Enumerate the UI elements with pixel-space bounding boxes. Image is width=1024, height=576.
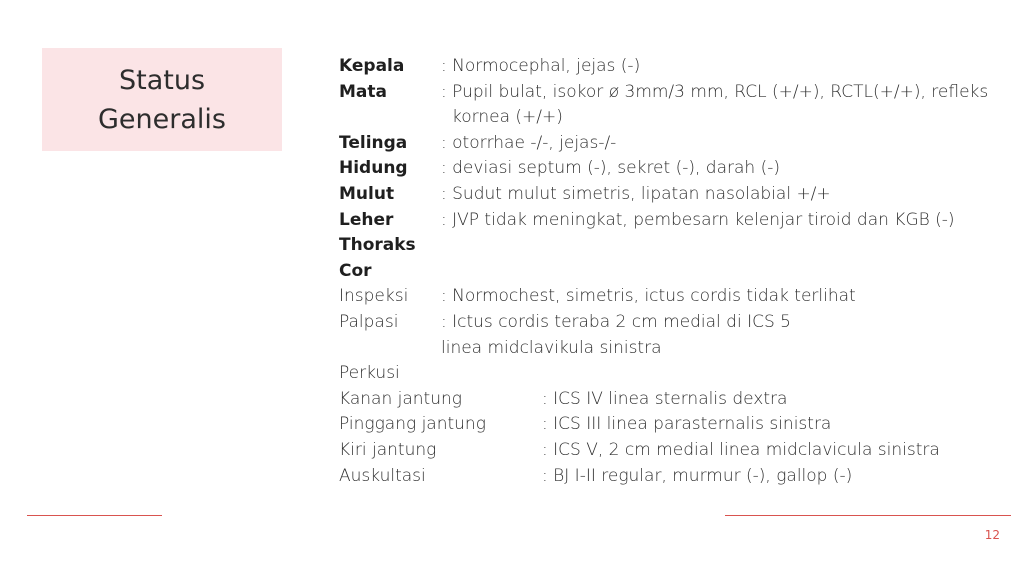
perkusi-row-kiri [339, 438, 1019, 464]
exam-value-continuation: kornea (+/+) [452, 107, 563, 128]
exam-label: Mata [339, 81, 387, 102]
exam-row-mata-cont [339, 105, 1019, 131]
exam-value: : Pupil bulat, isokor ø 3mm/3 mm, RCL (+/+), RCTL(+/+), refleks [441, 81, 989, 102]
perkusi-value: : ICS III linea parasternalis sinistra [542, 414, 832, 435]
cor-row-palpasi [339, 310, 1019, 336]
exam-label: Mulut [339, 183, 395, 204]
section-thoraks [339, 233, 1019, 259]
cor-value-continuation: linea midclavikula sinistra [441, 337, 662, 358]
exam-label: Kepala [339, 56, 405, 76]
exam-row-mulut [339, 182, 1019, 208]
exam-row-mata [339, 80, 1019, 106]
section-cor [339, 259, 1019, 285]
exam-value: : Normocephal, jejas (-) [441, 56, 641, 76]
auskultasi-row [339, 464, 1019, 490]
exam-value: : otorrhae -/-, jejas-/- [441, 132, 617, 153]
cor-row-inspeksi [339, 284, 1019, 310]
section-heading: Thoraks [339, 235, 416, 256]
auskultasi-label: Auskultasi [339, 465, 426, 486]
cor-label: Palpasi [339, 311, 399, 332]
perkusi-label: Kanan jantung [339, 388, 462, 409]
cor-value: : Ictus cordis teraba 2 cm medial di ICS 5 [441, 311, 791, 332]
perkusi-label: Kiri jantung [339, 439, 437, 460]
cor-value: : Normochest, simetris, ictus cordis tidak terlihat [441, 286, 856, 307]
page-number: 12 [984, 528, 1000, 542]
perkusi-row-kanan [339, 387, 1019, 413]
perkusi-value: : ICS V, 2 cm medial linea midclavicula sinistra [542, 439, 940, 460]
exam-value: : JVP tidak meningkat, pembesarn kelenjar tiroid dan KGB (-) [441, 209, 955, 230]
exam-value: : Sudut mulut simetris, lipatan nasolabial +/+ [441, 183, 831, 204]
cor-label: Inspeksi [339, 286, 409, 307]
exam-label: Hidung [339, 158, 408, 179]
exam-content [339, 54, 1019, 489]
exam-row-leher [339, 208, 1019, 234]
perkusi-label: Pinggang jantung [339, 414, 486, 435]
perkusi-heading: Perkusi [339, 363, 400, 384]
title-box [42, 48, 282, 151]
perkusi-heading-row [339, 361, 1019, 387]
auskultasi-value: : BJ I-II regular, murmur (-), gallop (-) [542, 465, 853, 486]
title-line-1: Status [118, 64, 206, 96]
exam-label: Leher [339, 209, 394, 230]
exam-row-hidung [339, 156, 1019, 182]
exam-row-telinga [339, 131, 1019, 157]
footer-divider-right [725, 515, 1011, 516]
cor-row-palpasi-cont [339, 336, 1019, 362]
perkusi-row-pinggang [339, 412, 1019, 438]
exam-label: Telinga [339, 132, 408, 153]
section-heading: Cor [339, 260, 372, 281]
exam-value: : deviasi septum (-), sekret (-), darah (-) [441, 158, 780, 179]
perkusi-value: : ICS IV linea sternalis dextra [542, 388, 788, 409]
exam-row-kepala [339, 54, 1019, 80]
footer-divider-left [27, 515, 162, 516]
title-line-2: Generalis [98, 103, 226, 135]
slide-title [98, 61, 226, 139]
